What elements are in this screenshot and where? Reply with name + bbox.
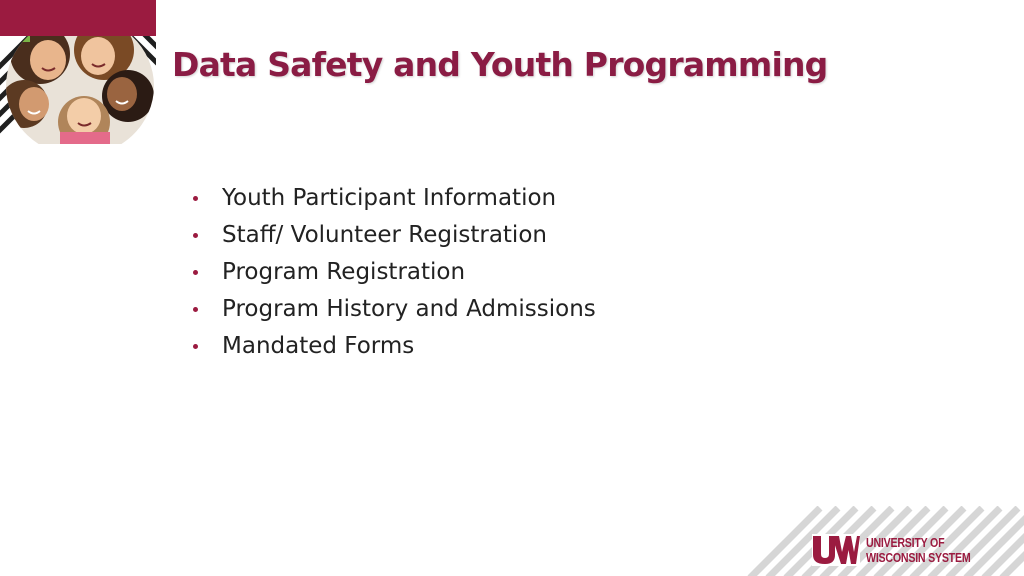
bullet-item [190, 217, 596, 254]
bullet-item [190, 291, 596, 328]
slide-title: Data Safety and Youth Programming [172, 45, 828, 84]
bullet-label: Program Registration [222, 259, 466, 285]
bullet-item [190, 328, 596, 365]
bullet-dot-icon [193, 270, 198, 275]
bullet-dot-icon [193, 233, 198, 238]
bullet-dot-icon [193, 196, 198, 201]
bullet-item [190, 254, 596, 291]
bullet-label: Staff/ Volunteer Registration [222, 222, 547, 248]
bullet-label: Mandated Forms [222, 333, 415, 359]
bullet-list [190, 180, 596, 365]
header-accent-block [0, 0, 156, 36]
bullet-dot-icon [193, 307, 198, 312]
bullet-label: Youth Participant Information [222, 185, 557, 211]
bullet-item [190, 180, 596, 217]
uw-wordmark-line1: UNIVERSITY OF [866, 535, 945, 550]
uw-wordmark-line2: WISCONSIN SYSTEM [866, 550, 971, 565]
bullet-dot-icon [193, 344, 198, 349]
header-photo [0, 36, 156, 144]
uw-logo-mark [812, 534, 860, 566]
children-photo-illustration [0, 36, 156, 144]
bullet-label: Program History and Admissions [222, 296, 596, 322]
uw-wordmark [866, 535, 970, 565]
